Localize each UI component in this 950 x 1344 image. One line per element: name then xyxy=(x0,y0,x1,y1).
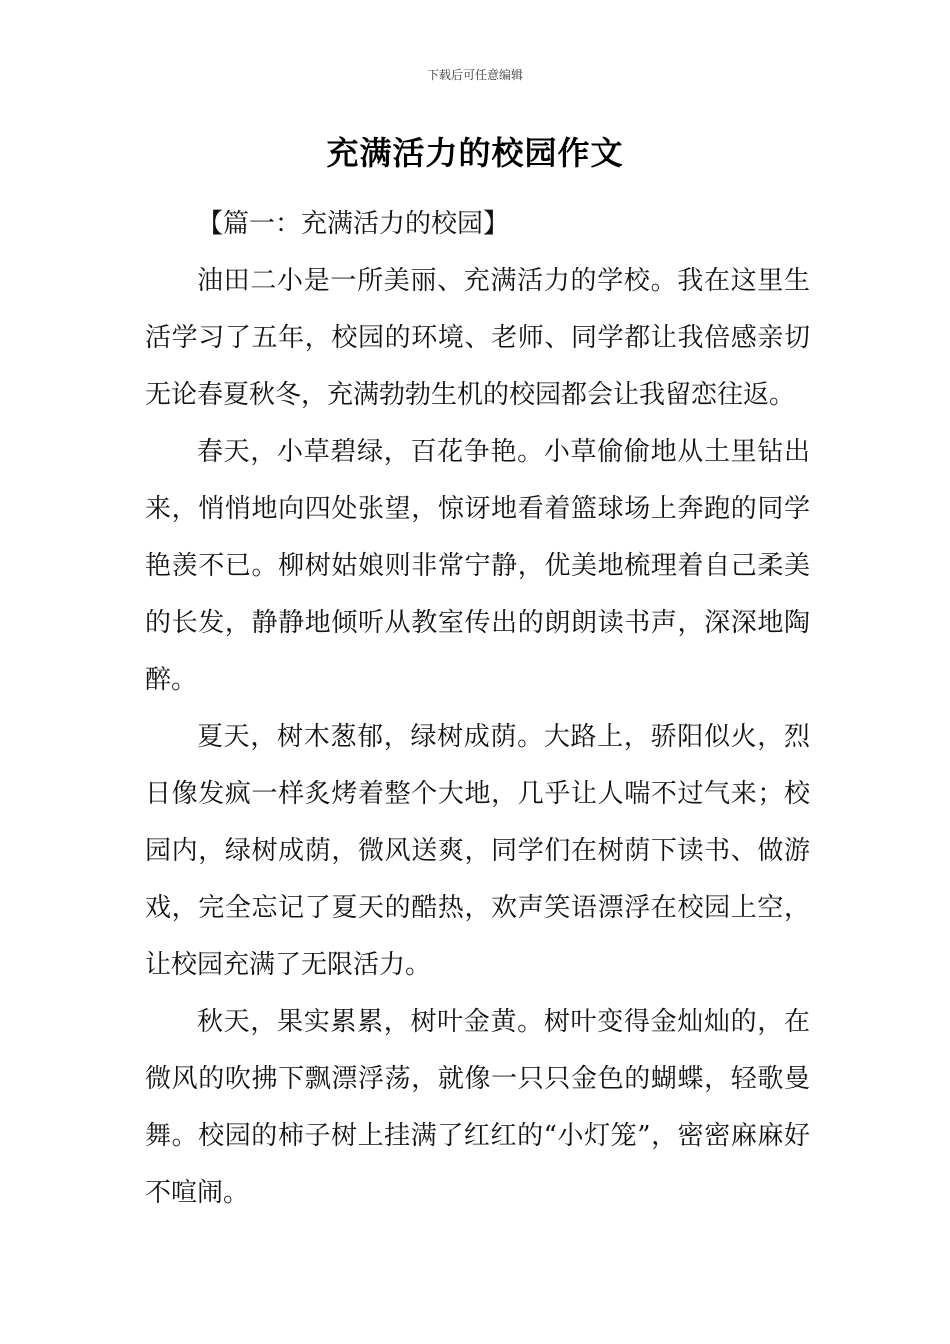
paragraph-1: 油田二小是一所美丽、充满活力的学校。我在这里生活学习了五年，校园的环境、老师、同学都让我倍感亲切无论春夏秋冬，充满勃勃生机的校园都会让我留恋往返。 xyxy=(145,266,810,410)
header-note: 下载后可任意编辑 xyxy=(426,68,523,82)
document-title: 充满活力的校园作文 xyxy=(326,134,624,172)
section-heading: 【篇一：充满活力的校园】 xyxy=(197,209,510,239)
paragraph-3: 夏天，树木葱郁，绿树成荫。大路上，骄阳似火，烈日像发疯一样炙烤着整个大地，几乎让人喘不过气来；校园内，绿树成荫，微风送爽，同学们在树荫下读书、做游戏，完全忘记了夏天的酷热，欢声笑语漂浮在校园上空，让校园充满了无限活力。 xyxy=(145,722,810,980)
paragraph-4: 秋天，果实累累，树叶金黄。树叶变得金灿灿的，在微风的吹拂下飘漂浮荡，就像一只只金色的蝴蝶，轻歌曼舞。校园的柿子树上挂满了红红的“小灯笼”，密密麻麻好不喧闹。 xyxy=(145,1007,810,1208)
document-body xyxy=(145,196,810,1222)
paragraph-2: 春天，小草碧绿，百花争艳。小草偷偷地从土里钻出来，悄悄地向四处张望，惊讶地看着篮球场上奔跑的同学艳羡不已。柳树姑娘则非常宁静，优美地梳理着自己柔美的长发，静静地倾听从教室传出的朗朗读书声，深深地陶醉。 xyxy=(145,437,810,695)
